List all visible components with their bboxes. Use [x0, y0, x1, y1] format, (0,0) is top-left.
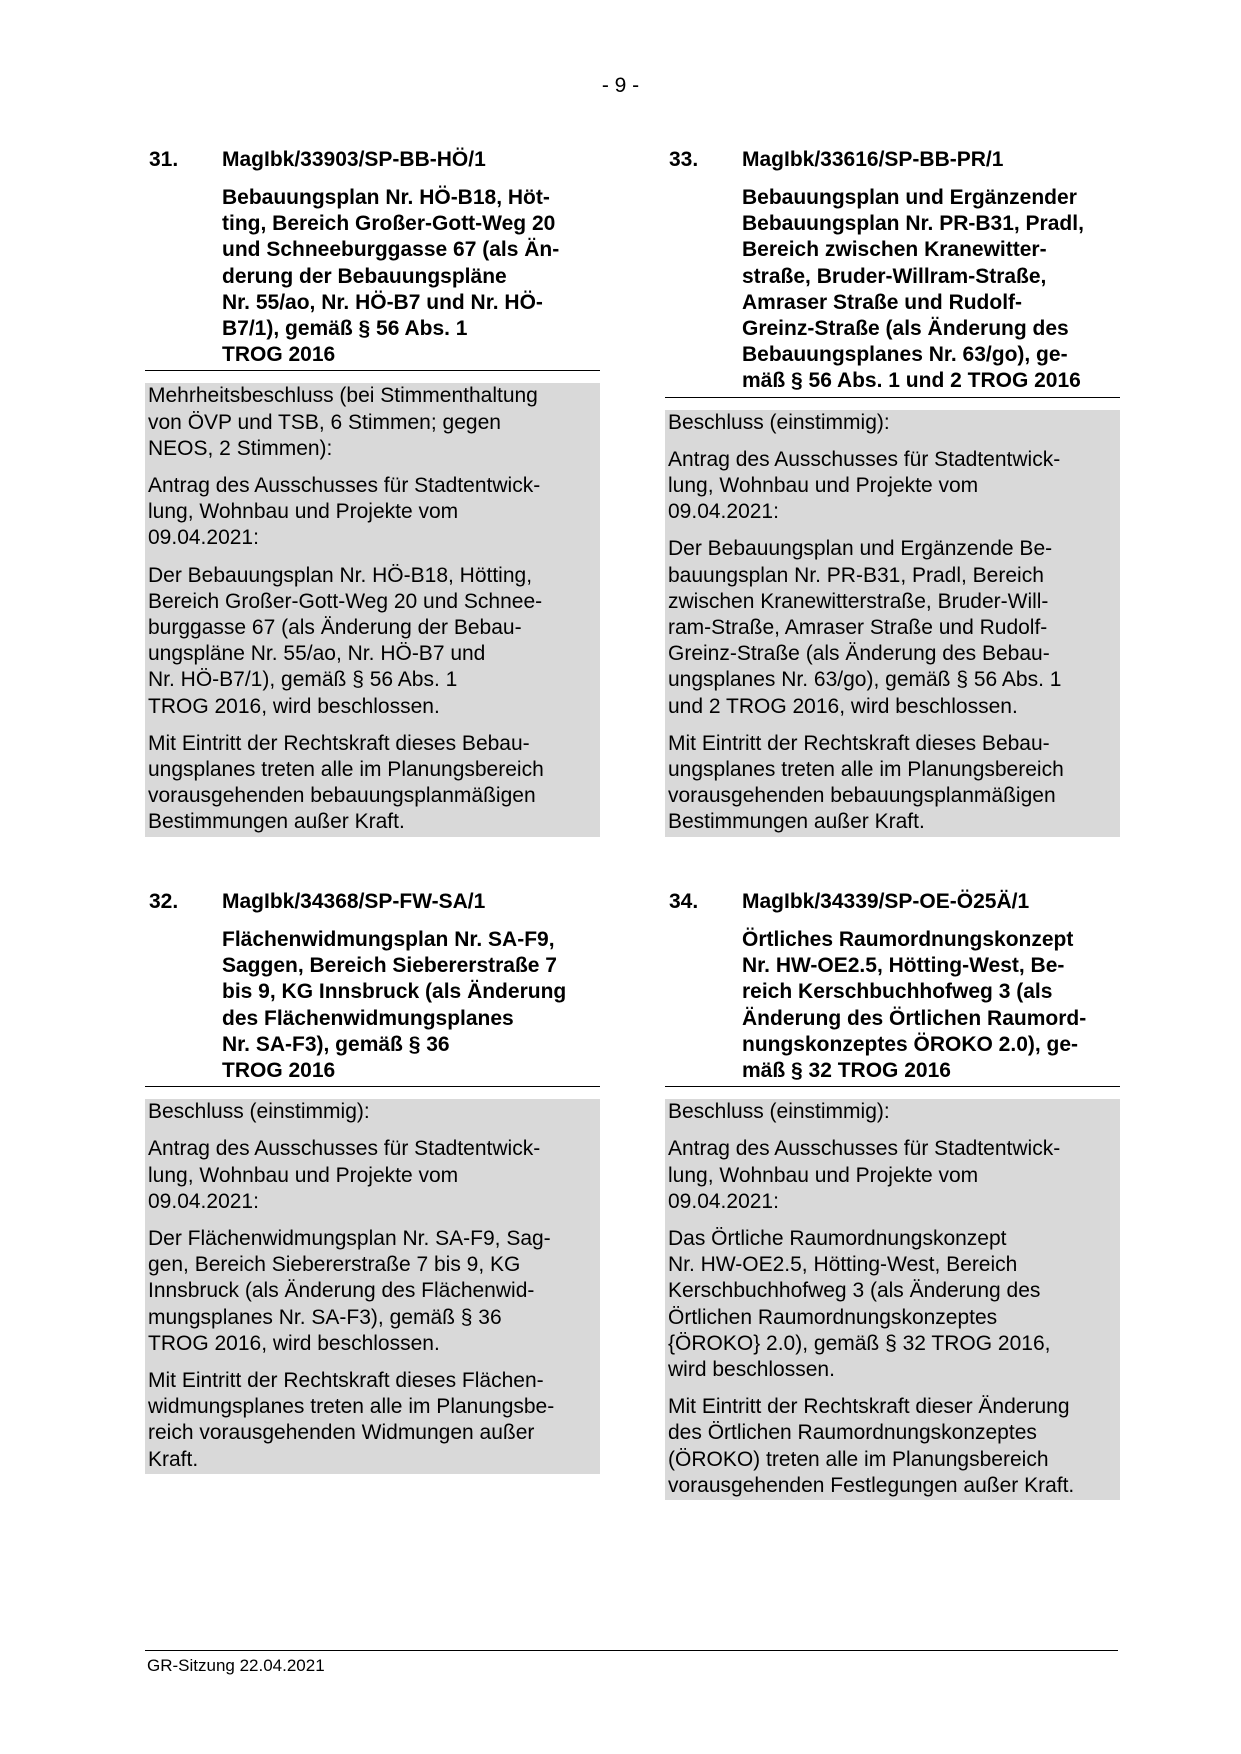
resolution-text: Beschluss (einstimmig):	[668, 410, 890, 434]
resolution-box	[145, 1099, 600, 1474]
motion-text: Antrag des Ausschusses für Stadtentwick- lung, Wohnbau und Projekte vom 09.04.2021:	[148, 1137, 541, 1213]
item-number: 31.	[149, 148, 179, 171]
resolution-box	[665, 410, 1120, 837]
item-title: Flächenwidmungsplan Nr. SA-F9, Saggen, Bereich Siebererstraße 7 bis 9, KG Innsbruck (als Änderung des Flächenwidmungsplanes Nr. SA-F3), gemäß § 36 TROG 2016	[222, 928, 567, 1083]
item-title: Bebauungsplan und Ergänzender Bebauungsplan Nr. PR-B31, Pradl, Bereich zwischen Kranewitter- straße, Bruder-Willram-Straße, Amraser Straße und Rudolf- Greinz-Straße (als Änderung des Bebauungsplanes Nr. 63/go), ge- mäß § 56 Abs. 1 und 2 TROG 2016	[742, 186, 1084, 393]
entry-header	[145, 147, 600, 371]
effect-text: Mit Eintritt der Rechtskraft dieses Flächen- widmungsplanes treten alle im Planungsbe- reich vorausgehenden Widmungen außer Kraft.	[148, 1369, 555, 1471]
entry-31	[145, 147, 600, 837]
footer-divider	[145, 1650, 1118, 1651]
motion-text: Antrag des Ausschusses für Stadtentwick- lung, Wohnbau und Projekte vom 09.04.2021:	[668, 447, 1061, 524]
decision-text: Der Flächenwidmungsplan Nr. SA-F9, Sag- gen, Bereich Siebererstraße 7 bis 9, KG Innsbruck (als Änderung des Flächenwid- mungsplanes Nr. SA-F3), gemäß § 36 TROG 2016, wird beschlossen.	[148, 1227, 551, 1355]
resolution-text: Beschluss (einstimmig):	[668, 1100, 890, 1124]
reference-code: MagIbk/34339/SP-OE-Ö25Ä/1	[742, 890, 1030, 913]
entry-34	[665, 889, 1120, 1500]
effect-text: Mit Eintritt der Rechtskraft dieses Bebau- ungsplanes treten alle im Planungsbereich vorausgehenden bebauungsplanmäßigen Bestimmungen außer Kraft.	[148, 731, 544, 834]
item-number: 34.	[669, 890, 699, 913]
item-number: 33.	[669, 148, 699, 171]
resolution-text: Beschluss (einstimmig):	[148, 1100, 370, 1124]
decision-text: Der Bebauungsplan Nr. HÖ-B18, Hötting, Bereich Großer-Gott-Weg 20 und Schnee- burggasse 67 (als Änderung der Bebau- ungspläne Nr. 55/ao, Nr. HÖ-B7 und Nr. HÖ-B7/1), gemäß § 56 Abs. 1 TROG 2016, wird beschlossen.	[148, 563, 543, 718]
resolution-box	[145, 383, 600, 836]
item-title: Örtliches Raumordnungskonzept Nr. HW-OE2.5, Hötting-West, Be- reich Kerschbuchhofweg 3 (als Änderung des Örtlichen Raumord- nungskonzeptes ÖROKO 2.0), ge- mäß § 32 TROG 2016	[742, 928, 1087, 1083]
entry-header	[145, 889, 600, 1087]
entry-header	[665, 147, 1120, 398]
resolution-text: Mehrheitsbeschluss (bei Stimmenthaltung von ÖVP und TSB, 6 Stimmen; gegen NEOS, 2 Stimmen):	[148, 384, 538, 460]
entry-32	[145, 889, 600, 1474]
page-number: - 9 -	[601, 74, 640, 97]
footer-session-date: GR-Sitzung 22.04.2021	[147, 1656, 325, 1675]
effect-text: Mit Eintritt der Rechtskraft dieses Bebau- ungsplanes treten alle im Planungsbereich vorausgehenden bebauungsplanmäßigen Bestimmungen außer Kraft.	[668, 731, 1064, 834]
reference-code: MagIbk/33903/SP-BB-HÖ/1	[222, 148, 486, 171]
reference-code: MagIbk/33616/SP-BB-PR/1	[742, 148, 1004, 171]
resolution-box	[665, 1099, 1120, 1500]
reference-code: MagIbk/34368/SP-FW-SA/1	[222, 890, 486, 913]
motion-text: Antrag des Ausschusses für Stadtentwick- lung, Wohnbau und Projekte vom 09.04.2021:	[148, 474, 541, 550]
effect-text: Mit Eintritt der Rechtskraft dieser Änderung des Örtlichen Raumordnungskonzeptes (ÖROKO) treten alle im Planungsbereich vorausgehenden Festlegungen außer Kraft.	[668, 1395, 1075, 1497]
item-title: Bebauungsplan Nr. HÖ-B18, Höt- ting, Bereich Großer-Gott-Weg 20 und Schneeburggasse 67 (als Än- derung der Bebauungspläne Nr. 55/ao, Nr. HÖ-B7 und Nr. HÖ- B7/1), gemäß § 56 Abs. 1 TROG 2016	[222, 186, 560, 367]
entry-33	[665, 147, 1120, 837]
motion-text: Antrag des Ausschusses für Stadtentwick- lung, Wohnbau und Projekte vom 09.04.2021:	[668, 1137, 1061, 1213]
item-number: 32.	[149, 890, 179, 913]
decision-text: Das Örtliche Raumordnungskonzept Nr. HW-OE2.5, Hötting-West, Bereich Kerschbuchhofweg 3 (als Änderung des Örtlichen Raumordnungskonzeptes {ÖROKO} 2.0), gemäß § 32 TROG 2016, wird beschlossen.	[668, 1227, 1051, 1382]
decision-text: Der Bebauungsplan und Ergänzende Be- bauungsplan Nr. PR-B31, Pradl, Bereich zwischen Kranewitterstraße, Bruder-Will- ram-Straße, Amraser Straße und Rudolf- Greinz-Straße (als Änderung des Bebau- ungsplanes Nr. 63/go), gemäß § 56 Abs. 1 und 2 TROG 2016, wird beschlossen.	[668, 537, 1062, 718]
entry-header	[665, 889, 1120, 1087]
